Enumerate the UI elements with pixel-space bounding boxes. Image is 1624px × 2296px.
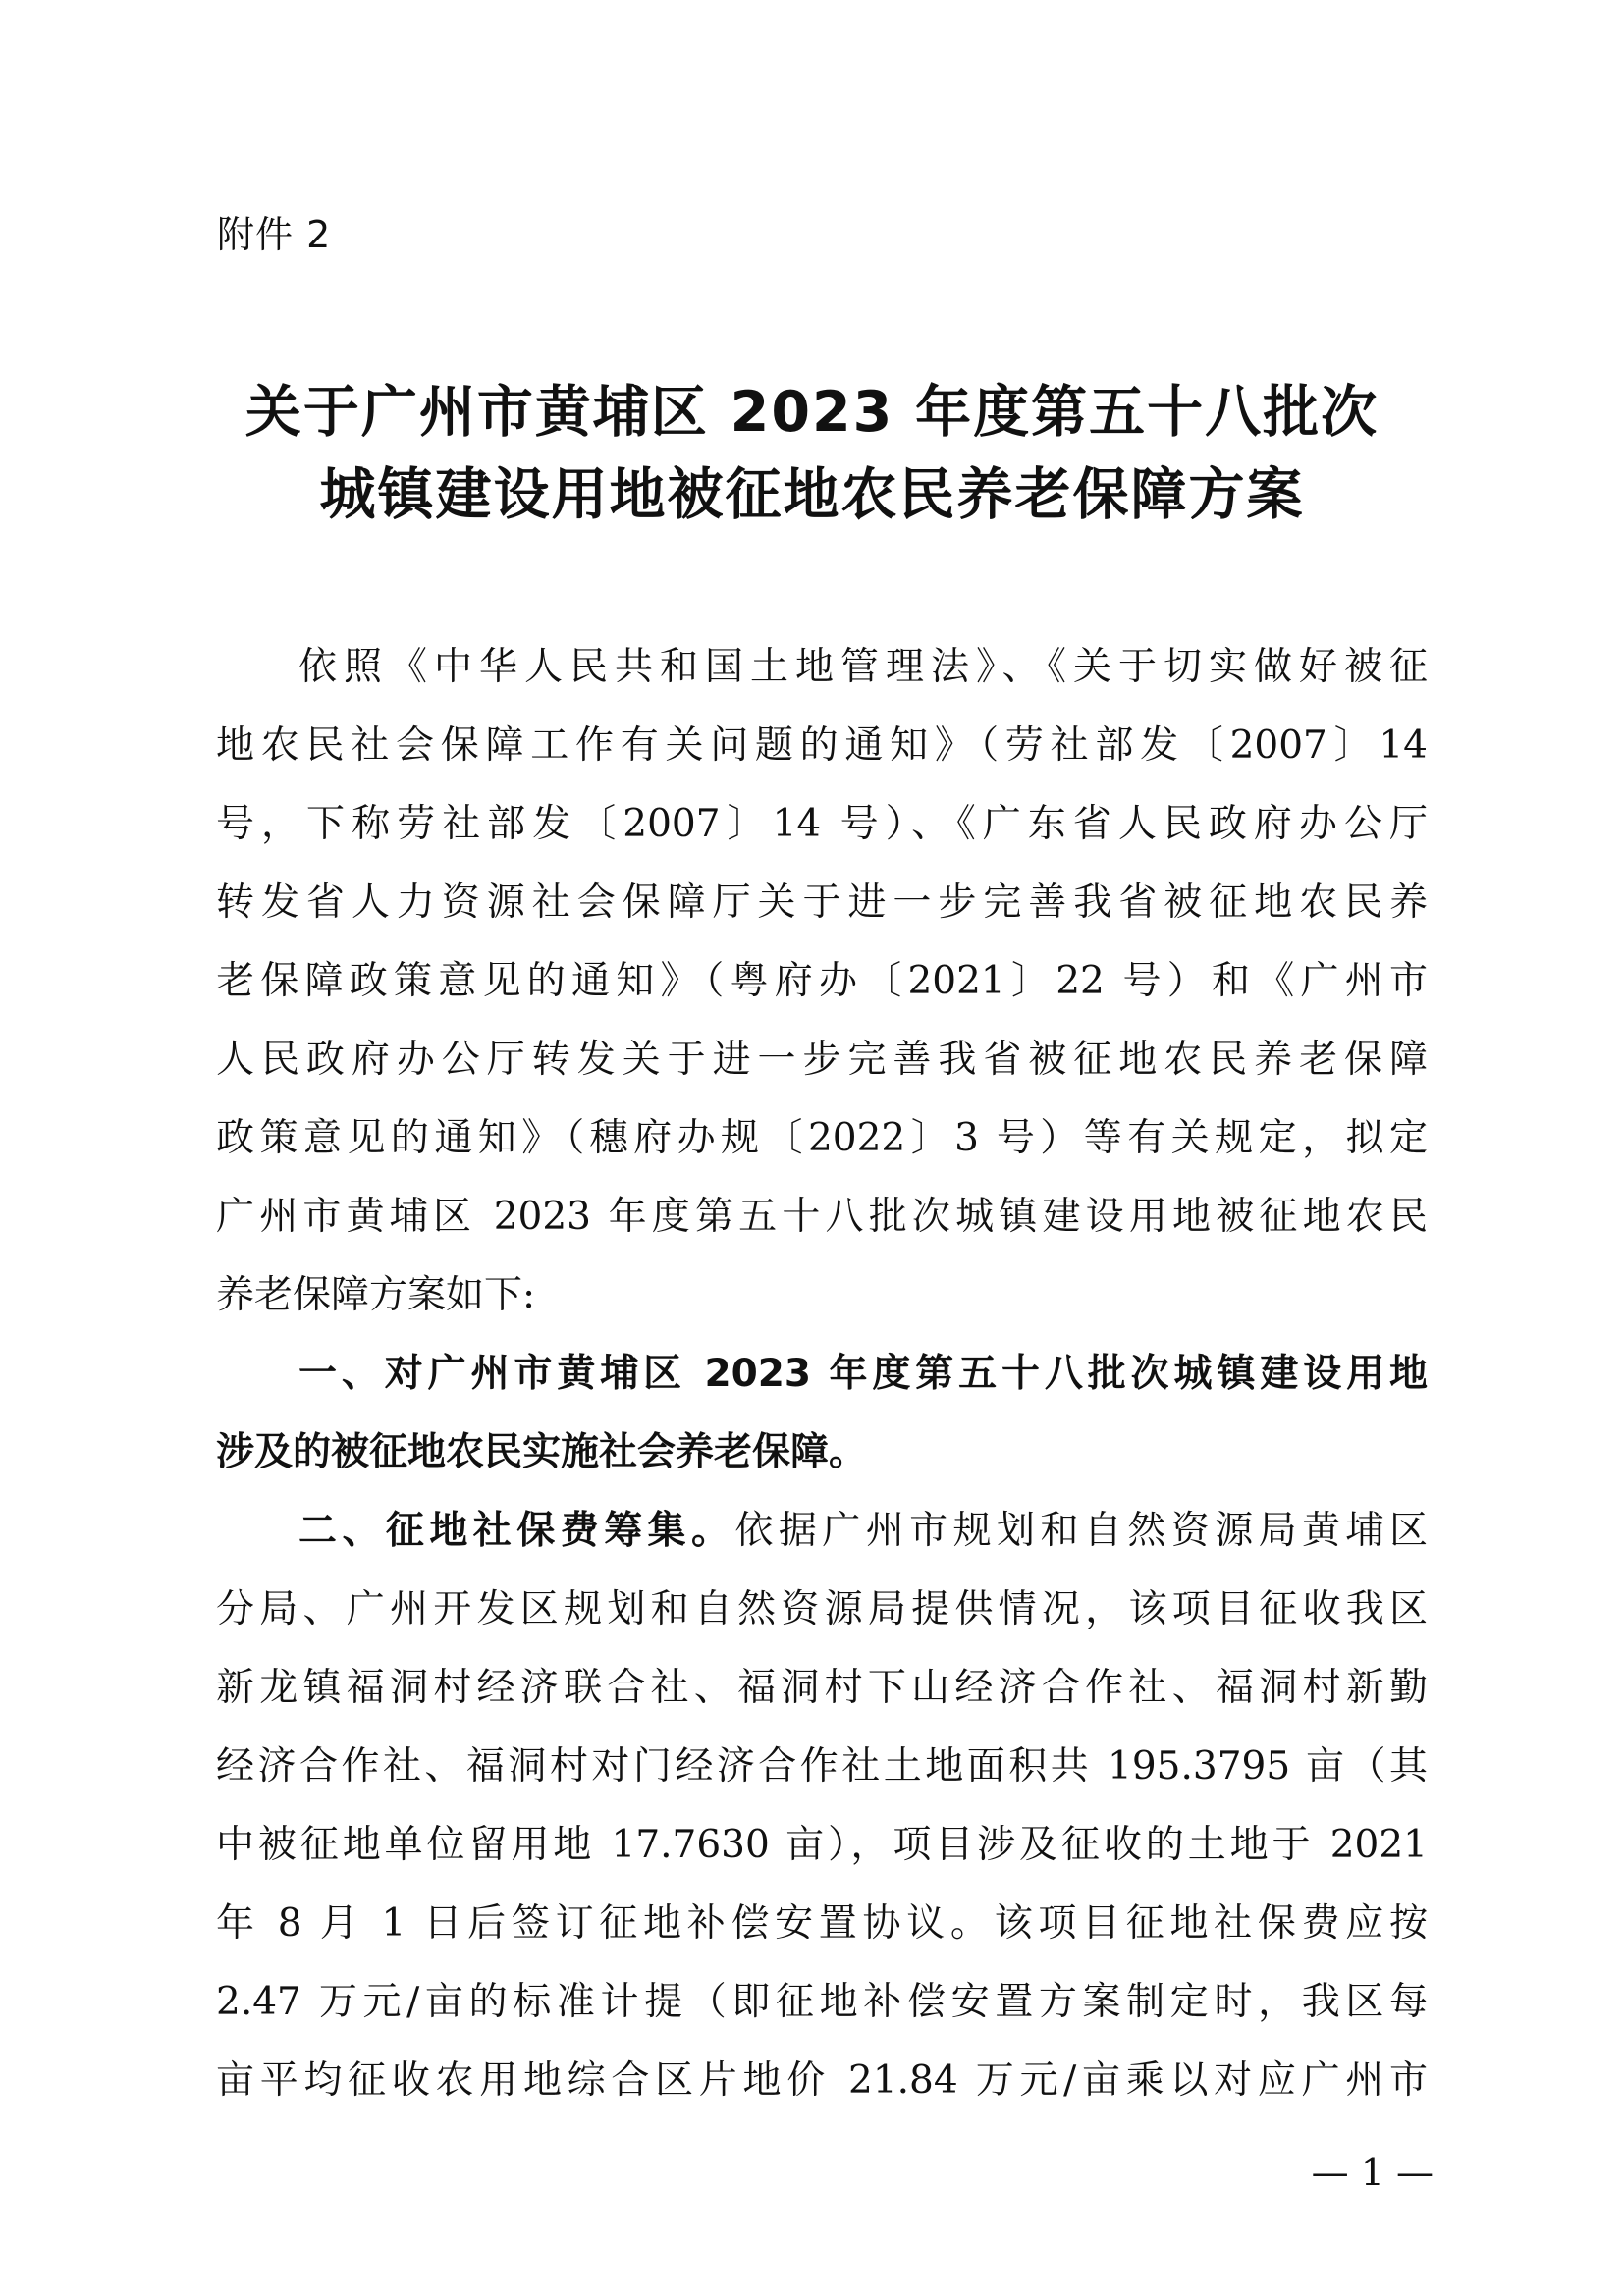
body-line: 转发省人力资源社会保障厅关于进一步完善我省被征地农民养: [216, 881, 1428, 925]
document-title-line-2: 城镇建设用地被征地农民养老保障方案: [319, 462, 1305, 527]
body-line: 经济合作社、福洞村对门经济合作社土地面积共 195.3795 亩（其: [216, 1744, 1428, 1789]
body-line: 人民政府办公厅转发关于进一步完善我省被征地农民养老保障: [216, 1038, 1428, 1082]
section-one-line: 一、对广州市黄埔区 2023 年度第五十八批次城镇建设用地: [298, 1352, 1428, 1396]
attachment-label: 附件 2: [217, 213, 332, 256]
section-two-heading: 二、征地社保费筹集。: [298, 1509, 735, 1553]
body-line: 分局、广州开发区规划和自然资源局提供情况，该项目征收我区: [216, 1587, 1428, 1631]
body-line: 政策意见的通知》（穗府办规〔2022〕3 号）等有关规定，拟定: [216, 1116, 1428, 1160]
section-one-line: 涉及的被征地农民实施社会养老保障。: [216, 1430, 868, 1474]
page-number: — 1 —: [1311, 2151, 1434, 2194]
body-line: 广州市黄埔区 2023 年度第五十八批次城镇建设用地被征地农民: [216, 1195, 1428, 1239]
document-title-line-1: 关于广州市黄埔区 2023 年度第五十八批次: [244, 380, 1380, 445]
body-line: 老保障政策意见的通知》（粤府办〔2021〕22 号）和《广州市: [216, 959, 1428, 1003]
body-line: 依照《中华人民共和国土地管理法》、《关于切实做好被征: [298, 645, 1428, 689]
body-line: 养老保障方案如下:: [216, 1273, 536, 1317]
section-two-first-line: [216, 1492, 1428, 1571]
body-line: 中被征地单位留用地 17.7630 亩），项目涉及征收的土地于 2021: [216, 1823, 1428, 1867]
body-line: 2.47 万元/亩的标准计提（即征地补偿安置方案制定时，我区每: [216, 1980, 1428, 2024]
body-line: 亩平均征收农用地综合区片地价 21.84 万元/亩乘以对应广州市: [216, 2058, 1428, 2103]
document-body: [216, 628, 1428, 2120]
section-two-text: 依据广州市规划和自然资源局黄埔区: [734, 1509, 1428, 1553]
body-line: 号，下称劳社部发〔2007〕14 号）、《广东省人民政府办公厅: [216, 802, 1428, 846]
body-line: 年 8 月 1 日后签订征地补偿安置协议。该项目征地社保费应按: [216, 1901, 1428, 1946]
body-line: 地农民社会保障工作有关问题的通知》（劳社部发〔2007〕14: [216, 723, 1428, 768]
body-line: 新龙镇福洞村经济联合社、福洞村下山经济合作社、福洞村新勤: [216, 1666, 1428, 1710]
